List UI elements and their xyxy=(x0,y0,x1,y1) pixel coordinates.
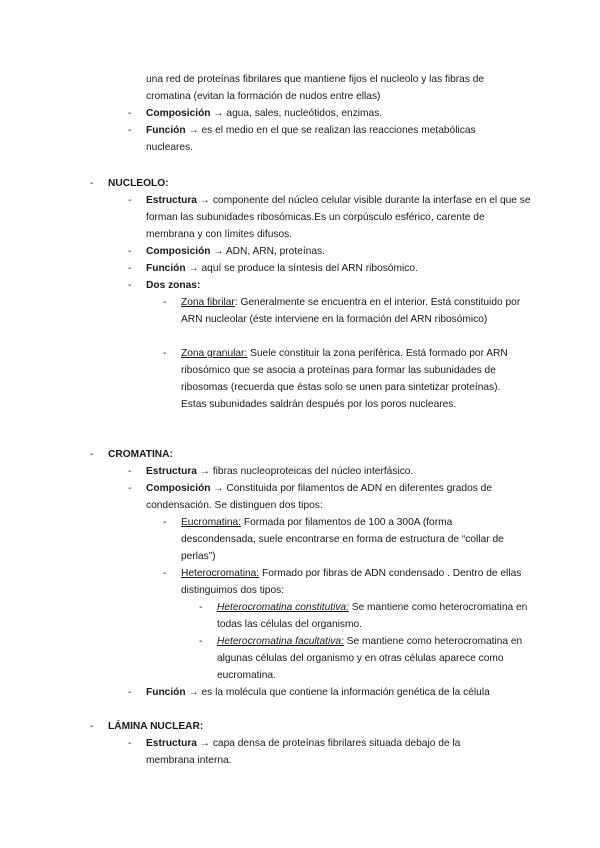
bullet-dash: - xyxy=(128,108,132,119)
arrow-icon: → xyxy=(199,738,210,749)
funcion-label: Función xyxy=(146,263,186,274)
estructura-label: Estructura xyxy=(146,738,197,749)
lamina-heading: LÁMINA NUCLEAR: xyxy=(108,721,204,732)
composicion-text: agua, sales, nucleótidos, enzimas. xyxy=(226,108,383,119)
funcion-text: es la molécula que contiene la información genética de la célula xyxy=(201,687,490,698)
cromatina-funcion-item xyxy=(146,684,546,701)
nucleolo-heading: NUCLEOLO: xyxy=(108,178,169,189)
eucromatina-label: Eucromatina: xyxy=(181,517,242,528)
composicion-text: ADN, ARN, proteínas. xyxy=(225,246,325,257)
zona-fibrilar-text: : Generalmente se encuentra en el interior. Está constituido por ARN nucleolar (éste interviene en la formación del ARN ribosómico) xyxy=(181,297,521,325)
bullet-dash: - xyxy=(128,687,132,698)
funcion-label: Función xyxy=(146,687,186,698)
heterocromatina-facultativa-item xyxy=(217,633,529,684)
bullet-dash: - xyxy=(199,636,203,647)
arrow-icon: → xyxy=(213,108,224,119)
arrow-icon: → xyxy=(188,263,199,274)
zona-granular-item xyxy=(181,345,527,413)
heterocromatina-item xyxy=(181,565,527,599)
bullet-dash: - xyxy=(128,466,132,477)
lamina-estructura-item xyxy=(146,735,502,769)
bullet-dash: - xyxy=(128,125,132,136)
composicion-label: Composición xyxy=(146,483,211,494)
intro-funcion-item xyxy=(146,122,516,156)
estructura-text: componente del núcleo celular visible durante la interfase en el que se forman las subunidades ribosómicas.Es un corpúsculo esférico, carente de membrana y con límites difusos. xyxy=(146,195,531,240)
funcion-text: es el medio en el que se realizan las reacciones metabólicas nucleares. xyxy=(146,125,476,153)
nucleolo-composicion-item xyxy=(146,243,526,260)
arrow-icon: → xyxy=(199,466,210,477)
constitutiva-text: Se mantiene como heterocromatina en todas las células del organismo. xyxy=(217,602,528,630)
bullet-dash: - xyxy=(128,738,132,749)
zona-granular-label: Zona granular: xyxy=(181,348,248,359)
estructura-text: fibras nucleoproteicas del núcleo interfásico. xyxy=(212,466,414,477)
eucromatina-item xyxy=(181,514,527,565)
nucleolo-funcion-item xyxy=(146,260,526,277)
estructura-label: Estructura xyxy=(146,466,197,477)
cromatina-composicion-item xyxy=(146,480,522,514)
zonas-label: Dos zonas: xyxy=(146,280,201,291)
bullet-dash: - xyxy=(199,602,203,613)
arrow-icon: → xyxy=(188,125,199,136)
arrow-icon: → xyxy=(188,687,199,698)
composicion-text: Constituida por filamentos de ADN en diferentes grados de condensación. Se distinguen dos tipos: xyxy=(146,483,493,511)
zona-granular-text: Suele constituir la zona periférica. Está formado por ARN ribosómico que se asocia a proteínas para formar las subunidades de ribosomas (recuerda que éstas solo se unen para sintetizar proteínas). Estas subunidades saldrán después por los poros nucleares. xyxy=(181,348,508,410)
heterocromatina-label: Heterocromatina: xyxy=(181,568,260,579)
composicion-label: Composición xyxy=(146,246,211,257)
heterocromatina-constitutiva-item xyxy=(217,599,529,633)
facultativa-label: Heterocromatina facultativa: xyxy=(217,636,344,647)
bullet-dash: - xyxy=(128,195,132,206)
intro-continuation: una red de proteínas fibrilares que mantiene fijos el nucleolo y las fibras de cromatina (evitan la formación de nudos entre ellas) xyxy=(146,74,485,102)
estructura-text: capa densa de proteínas fibrilares situada debajo de la membrana interna. xyxy=(146,738,461,766)
bullet-dash: - xyxy=(128,246,132,257)
constitutiva-label: Heterocromatina constitutiva: xyxy=(217,602,349,613)
bullet-dash: - xyxy=(128,483,132,494)
nucleolo-estructura-item xyxy=(146,192,532,243)
bullet-dash: - xyxy=(128,280,132,291)
arrow-icon: → xyxy=(213,246,224,257)
arrow-icon: → xyxy=(213,483,224,494)
arrow-icon: → xyxy=(199,195,210,206)
zona-fibrilar-item xyxy=(181,294,527,328)
bullet-dash: - xyxy=(90,721,94,732)
estructura-label: Estructura xyxy=(146,195,197,206)
facultativa-text: Se mantiene como heterocromatina en algunas células del organismo y en otras células aparece como eucromatina. xyxy=(217,636,523,681)
bullet-dash: - xyxy=(128,263,132,274)
bullet-dash: - xyxy=(163,348,167,359)
funcion-text: aquí se produce la síntesis del ARN ribosómico. xyxy=(201,263,418,274)
funcion-label: Función xyxy=(146,125,186,136)
eucromatina-text: Formada por filamentos de 100 a 300A (forma descondensada, suele encontrarse en forma de estructura de “collar de perlas”) xyxy=(181,517,504,562)
bullet-dash: - xyxy=(90,449,94,460)
bullet-dash: - xyxy=(90,178,94,189)
bullet-dash: - xyxy=(163,517,167,528)
composicion-label: Composición xyxy=(146,108,211,119)
cromatina-estructura-item xyxy=(146,463,526,480)
cromatina-heading: CROMATINA: xyxy=(108,449,173,460)
zona-fibrilar-label: Zona fibrilar xyxy=(181,297,235,308)
bullet-dash: - xyxy=(163,297,167,308)
intro-composicion-item xyxy=(146,105,528,122)
bullet-dash: - xyxy=(163,568,167,579)
heterocromatina-text: Formado por fibras de ADN condensado . Dentro de ellas distinguimos dos tipos: xyxy=(181,568,522,596)
